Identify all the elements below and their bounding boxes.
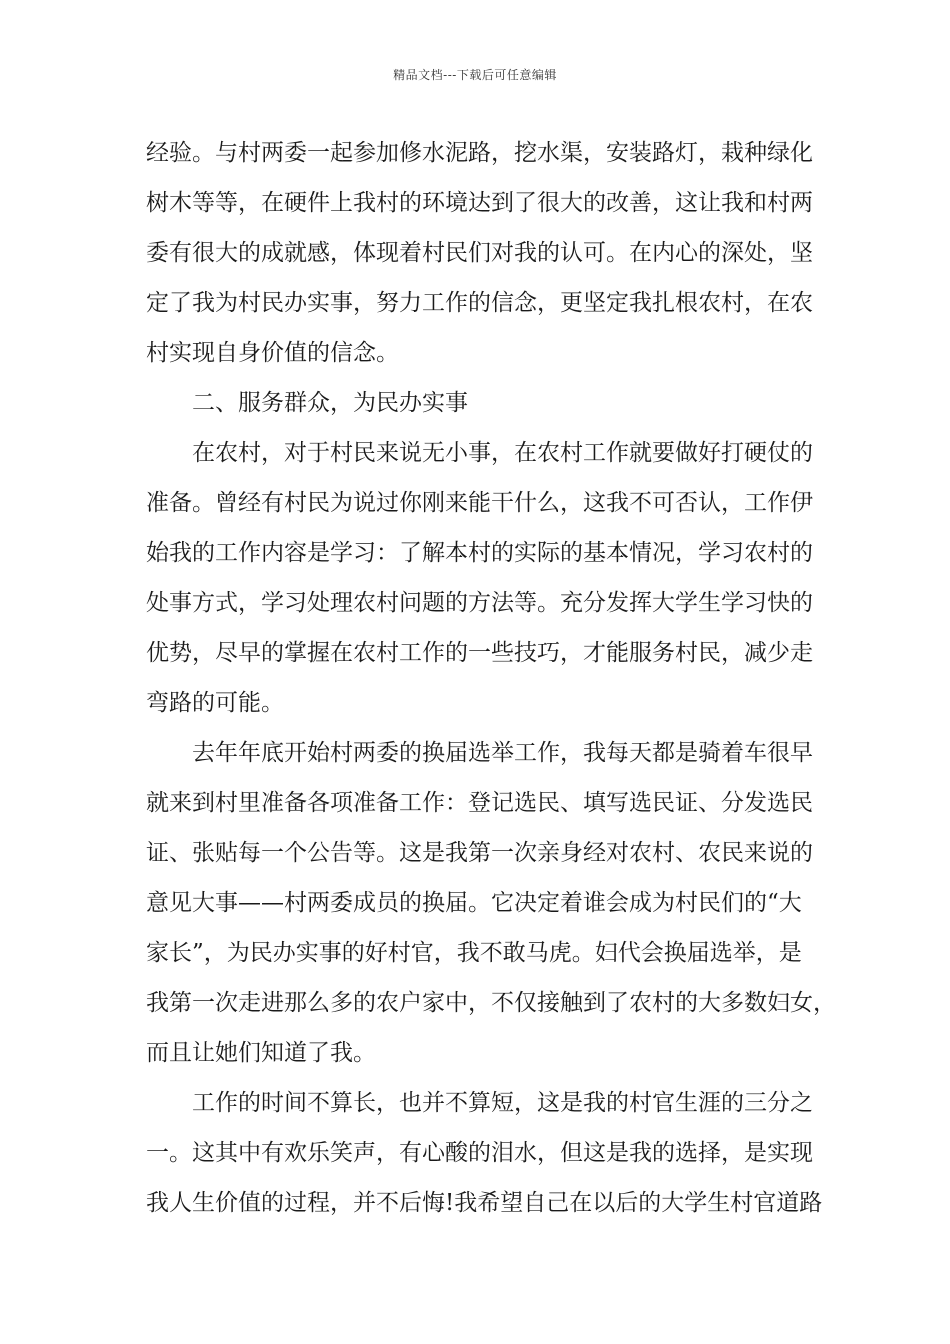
body-line: 委有很大的成就感，体现着村民们对我的认可。在内心的深处，坚 [146,240,813,266]
body-line: 去年年底开始村两委的换届选举工作，我每天都是骑着车很早 [192,740,813,766]
body-line: 始我的工作内容是学习：了解本村的实际的基本情况，学习农村的 [146,540,813,566]
body-line: 我第一次走进那么多的农户家中，不仅接触到了农村的大多数妇女， [146,990,836,1016]
body-line: 就来到村里准备各项准备工作：登记选民、填写选民证、分发选民 [146,790,813,816]
body-line: 家长”，为民办实事的好村官，我不敢马虎。妇代会换届选举，是 [146,940,802,966]
body-line: 定了我为村民办实事，努力工作的信念，更坚定我扎根农村，在农 [146,290,813,316]
body-line: 意见大事——村两委成员的换届。它决定着谁会成为村民们的“大 [146,890,802,916]
body-line: 在农村，对于村民来说无小事，在农村工作就要做好打硬仗的 [192,440,813,466]
body-line: 准备。曾经有村民为说过你刚来能干什么，这我不可否认，工作伊 [146,490,813,516]
body-line: 一。这其中有欢乐笑声，有心酸的泪水，但这是我的选择，是实现 [146,1140,813,1166]
body-line: 经验。与村两委一起参加修水泥路，挖水渠，安装路灯，栽种绿化 [146,140,813,166]
page-header: 精品文档---下载后可任意编辑 [393,68,557,82]
body-line: 优势，尽早的掌握在农村工作的一些技巧，才能服务村民，减少走 [146,640,813,666]
body-line: 村实现自身价值的信念。 [146,340,399,366]
section-heading: 二、服务群众，为民办实事 [192,390,468,416]
body-line: 树木等等，在硬件上我村的环境达到了很大的改善，这让我和村两 [146,190,813,216]
body-line: 弯路的可能。 [146,690,284,716]
body-line: 证、张贴每一个公告等。这是我第一次亲身经对农村、农民来说的 [146,840,813,866]
body-line: 而且让她们知道了我。 [146,1040,376,1066]
body-line: 工作的时间不算长，也并不算短，这是我的村官生涯的三分之 [192,1090,813,1116]
document-body [146,128,836,1228]
body-line: 我人生价值的过程，并不后悔!我希望自己在以后的大学生村官道路 [146,1190,823,1216]
body-line: 处事方式，学习处理农村问题的方法等。充分发挥大学生学习快的 [146,590,813,616]
